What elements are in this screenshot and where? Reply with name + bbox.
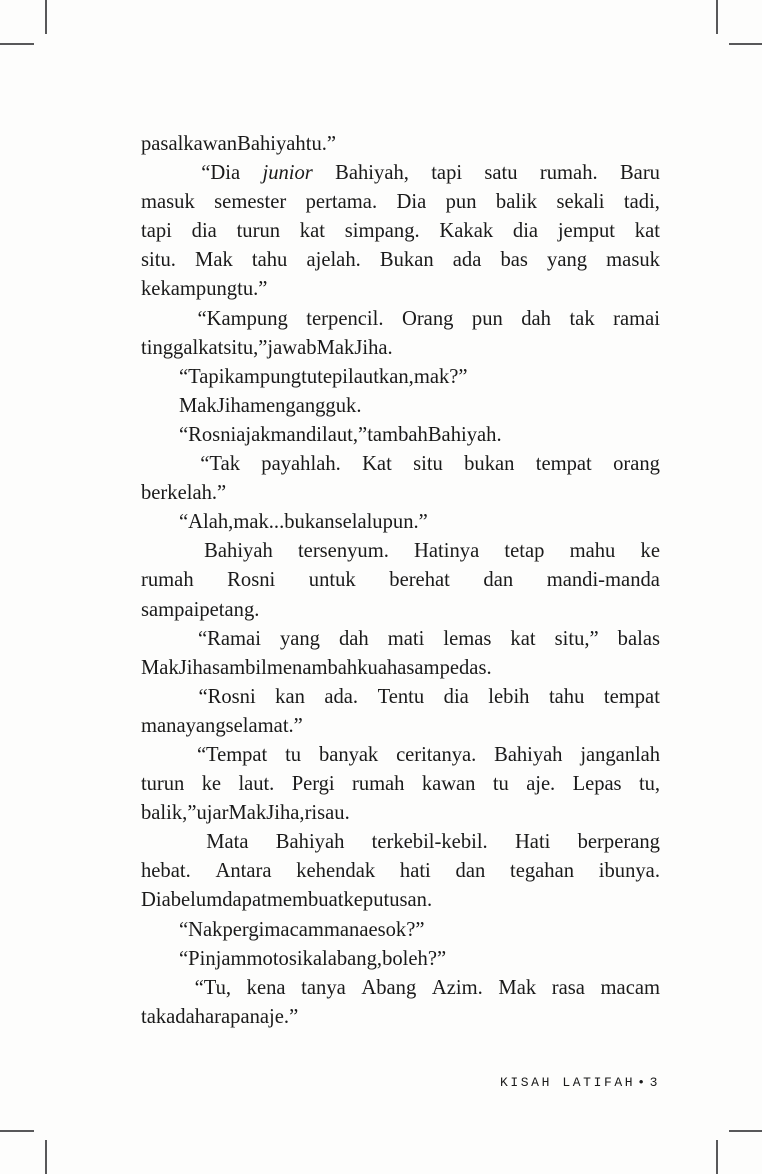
- word: ke: [640, 540, 660, 563]
- word: kat: [299, 220, 325, 243]
- page-number: 3: [649, 1075, 660, 1090]
- word: aje.: [526, 773, 556, 796]
- word: Kat: [362, 453, 392, 476]
- word: “Rosni: [179, 423, 237, 446]
- word: Kakak: [439, 220, 494, 243]
- word: ke: [201, 773, 222, 796]
- word: tak: [141, 1005, 167, 1028]
- text-line: [141, 540, 660, 569]
- word: pun: [471, 307, 503, 330]
- text-line: [141, 773, 660, 802]
- word: mandi-manda: [546, 569, 660, 592]
- text-line: [141, 162, 660, 191]
- word: selamat.”: [225, 714, 303, 737]
- word: abang,: [327, 947, 383, 970]
- word: “Kampung: [197, 307, 288, 330]
- text-line: [141, 424, 660, 453]
- crop-mark-top-right-vertical: [716, 0, 718, 34]
- word: Baru: [619, 162, 660, 185]
- word: esok?”: [368, 918, 425, 941]
- word: Hatinya: [414, 540, 480, 563]
- word: tinggal: [141, 336, 199, 359]
- word: “Rosni: [198, 685, 256, 708]
- word: Dia: [141, 889, 171, 912]
- word: simpang.: [344, 220, 420, 243]
- word: Tentu: [377, 685, 425, 708]
- paragraph: [141, 540, 660, 627]
- word: Bahiyah.: [427, 423, 502, 446]
- word: berkelah.”: [141, 482, 227, 505]
- word: “Alah,: [179, 511, 234, 534]
- word: aje.”: [259, 1005, 299, 1028]
- word: jawab: [267, 336, 317, 359]
- paragraph: [141, 831, 660, 918]
- word: mak...: [233, 511, 285, 534]
- text-line: [141, 977, 660, 1006]
- word: rumah: [141, 569, 194, 592]
- word: kan: [275, 685, 305, 708]
- text-line: [141, 453, 660, 482]
- word: Lepas: [572, 773, 622, 796]
- word: dia: [512, 220, 539, 243]
- word: kat: [634, 220, 660, 243]
- text-line: [141, 220, 660, 249]
- word: payahlah.: [261, 453, 341, 476]
- word: dia: [443, 685, 469, 708]
- word: Jiha,: [266, 802, 305, 825]
- paragraph: [141, 308, 660, 366]
- text-line: [141, 337, 660, 366]
- paragraph: [141, 686, 660, 744]
- word: macam: [264, 918, 324, 941]
- word: Bahiyah: [204, 540, 273, 563]
- word: “Tu,: [194, 976, 232, 999]
- text-line: [141, 278, 660, 307]
- crop-mark-bottom-right-vertical: [716, 1140, 718, 1174]
- word: balik: [495, 191, 538, 214]
- text-line: [141, 599, 660, 628]
- word: ada: [452, 249, 482, 272]
- word: Mak: [228, 802, 267, 825]
- word: sampai: [141, 598, 200, 621]
- word: Mak: [498, 976, 537, 999]
- word: tapi: [431, 162, 463, 185]
- word: untuk: [308, 569, 356, 592]
- paragraph: [141, 366, 660, 395]
- word: bukan: [464, 453, 515, 476]
- word: ada: [166, 1005, 195, 1028]
- word: tempat: [535, 453, 592, 476]
- word: rumah.: [539, 162, 598, 185]
- word: Bukan: [379, 249, 434, 272]
- paragraph: [141, 511, 660, 540]
- word-italic: junior: [262, 162, 313, 185]
- word: ujar: [196, 802, 229, 825]
- word: kawan: [421, 773, 476, 796]
- word: yang: [185, 714, 226, 737]
- word: bukan: [284, 511, 335, 534]
- word: tadi,: [623, 191, 660, 214]
- word: tepi: [317, 365, 349, 388]
- word: semester: [214, 191, 287, 214]
- word: motosikal: [246, 947, 328, 970]
- word: dah: [338, 627, 369, 650]
- text-line: [141, 831, 660, 860]
- word: “Tempat: [196, 743, 268, 766]
- word: macam: [600, 976, 660, 999]
- word: dan: [455, 860, 486, 883]
- word: “Pinjam: [179, 947, 247, 970]
- text-line: [141, 133, 660, 162]
- body-text-column: [141, 133, 660, 1035]
- word: tetap: [504, 540, 545, 563]
- word: Rosni: [227, 569, 276, 592]
- word: Antara: [215, 860, 272, 883]
- word: orang: [613, 453, 660, 476]
- word: mengangguk.: [249, 394, 362, 417]
- word: Azim.: [431, 976, 483, 999]
- word: “Ramai: [198, 627, 261, 650]
- word: satu: [484, 162, 518, 185]
- text-line: [141, 657, 660, 686]
- word: balas: [617, 627, 660, 650]
- word: selalu: [334, 511, 383, 534]
- crop-mark-top-left-vertical: [45, 0, 47, 34]
- text-line: [141, 511, 660, 540]
- word: dah: [521, 307, 551, 330]
- word: Mak: [179, 394, 217, 417]
- word: lebih: [488, 685, 530, 708]
- word: mandi: [270, 423, 323, 446]
- word: pedas.: [439, 656, 492, 679]
- word: pasal: [141, 133, 184, 155]
- word: Dia: [396, 191, 427, 214]
- word: Mak: [141, 656, 179, 679]
- text-line: [141, 1006, 660, 1035]
- word: tu.”: [305, 133, 337, 155]
- word: Bahiyah: [494, 743, 563, 766]
- word: hebat.: [141, 860, 191, 883]
- word: boleh?”: [382, 947, 447, 970]
- text-line: [141, 948, 660, 977]
- word: bas: [500, 249, 528, 272]
- word: mahu: [569, 540, 616, 563]
- word: tahu: [251, 249, 288, 272]
- paragraph: [141, 977, 660, 1035]
- word: Mata: [206, 831, 249, 854]
- word: tegahan: [509, 860, 575, 883]
- word: ajak: [236, 423, 271, 446]
- text-line: [141, 802, 660, 831]
- word: Orang: [401, 307, 454, 330]
- word: balik,”: [141, 802, 197, 825]
- word: dan: [483, 569, 514, 592]
- word: mati: [387, 627, 425, 650]
- word: tu: [492, 773, 509, 796]
- word: turun: [236, 220, 281, 243]
- word: ke: [141, 278, 161, 301]
- word: Bahiyah: [275, 831, 345, 854]
- word: kampung: [224, 365, 302, 388]
- word: ajelah.: [306, 249, 361, 272]
- word: tersenyum.: [297, 540, 389, 563]
- word: tu: [285, 743, 302, 766]
- text-line: [141, 191, 660, 220]
- text-line: [141, 249, 660, 278]
- word: “Tapi: [179, 365, 225, 388]
- text-line: [141, 744, 660, 773]
- page-footer: [141, 1075, 660, 1090]
- word: tapi: [141, 220, 172, 243]
- word: “Tak: [200, 453, 241, 476]
- text-line: [141, 308, 660, 337]
- word: kuah: [357, 656, 398, 679]
- word: menambah: [266, 656, 358, 679]
- word: tu,: [638, 773, 660, 796]
- word: Jiha: [216, 394, 250, 417]
- word: risau.: [304, 802, 350, 825]
- word: Hati: [514, 831, 551, 854]
- word: situ: [413, 453, 443, 476]
- text-line: [141, 860, 660, 889]
- word: lemas: [443, 627, 492, 650]
- word: tempat: [603, 685, 660, 708]
- word: terkebil-kebil.: [371, 831, 488, 854]
- word: Jiha: [178, 656, 212, 679]
- paragraph: [141, 453, 660, 511]
- text-line: [141, 482, 660, 511]
- word: kawan: [183, 133, 238, 155]
- crop-mark-top-left-horizontal: [0, 43, 34, 45]
- word: kampung: [160, 278, 238, 301]
- word: rumah: [352, 773, 405, 796]
- word: pertama.: [305, 191, 378, 214]
- text-line: [141, 889, 660, 918]
- paragraph: [141, 424, 660, 453]
- word: tak: [569, 307, 595, 330]
- word: pergi: [222, 918, 265, 941]
- word: masuk: [606, 249, 660, 272]
- paragraph: [141, 162, 660, 307]
- word: ibunya.: [598, 860, 660, 883]
- text-line: [141, 715, 660, 744]
- word: mana: [141, 714, 186, 737]
- word: laut: [348, 365, 379, 388]
- word: terpencil.: [306, 307, 384, 330]
- word: jemput: [557, 220, 616, 243]
- word: Mak: [195, 249, 233, 272]
- text-line: [141, 366, 660, 395]
- word: harapan: [194, 1005, 260, 1028]
- word: keputusan.: [343, 889, 433, 912]
- word: belum: [170, 889, 223, 912]
- footer-separator-bullet: •: [637, 1075, 648, 1090]
- word: laut.: [238, 773, 275, 796]
- crop-mark-bottom-right-horizontal: [729, 1130, 762, 1132]
- text-line: [141, 628, 660, 657]
- word: kena: [246, 976, 286, 999]
- word: yang: [547, 249, 588, 272]
- paragraph: [141, 395, 660, 424]
- word: kat: [510, 627, 536, 650]
- word: Pergi: [291, 773, 335, 796]
- word: kan,: [378, 365, 414, 388]
- word: ramai: [613, 307, 660, 330]
- word: Bahiyah,: [335, 162, 409, 185]
- text-line: [141, 569, 660, 598]
- word: petang.: [199, 598, 260, 621]
- crop-mark-top-right-horizontal: [729, 43, 762, 45]
- word: Mak: [316, 336, 355, 359]
- word: hati: [399, 860, 431, 883]
- paragraph: [141, 744, 660, 831]
- word: rasa: [551, 976, 585, 999]
- word: tu: [301, 365, 318, 388]
- word: turun: [141, 773, 185, 796]
- crop-mark-bottom-left-horizontal: [0, 1130, 34, 1132]
- word: Bahiyah: [237, 133, 306, 155]
- word: situ.: [141, 249, 176, 272]
- word: laut,”: [322, 423, 368, 446]
- word: tambah: [367, 423, 428, 446]
- word: kehendak: [296, 860, 376, 883]
- word: pun.”: [382, 511, 428, 534]
- word: dapat: [222, 889, 267, 912]
- running-head: KISAH LATIFAH: [499, 1075, 636, 1090]
- word: mana: [323, 918, 369, 941]
- word: tu.”: [237, 278, 268, 301]
- word: kat: [198, 336, 224, 359]
- word: membuat: [266, 889, 344, 912]
- word: mak?”: [413, 365, 468, 388]
- word: situ,”: [554, 627, 599, 650]
- word: tahu: [548, 685, 585, 708]
- paragraph: [141, 919, 660, 948]
- word: Abang: [361, 976, 417, 999]
- word: banyak: [318, 743, 379, 766]
- word: pun: [445, 191, 477, 214]
- crop-mark-bottom-left-vertical: [45, 1140, 47, 1174]
- word: “Nak: [179, 918, 223, 941]
- paragraph: [141, 133, 660, 162]
- word: dia: [191, 220, 217, 243]
- word: sekali: [556, 191, 605, 214]
- text-line: [141, 395, 660, 424]
- word: berperang: [577, 831, 660, 854]
- word: situ,”: [223, 336, 268, 359]
- word: tanya: [301, 976, 346, 999]
- word: “Dia: [201, 162, 241, 185]
- word: janganlah: [580, 743, 660, 766]
- paragraph: [141, 628, 660, 686]
- word: yang: [279, 627, 320, 650]
- text-line: [141, 919, 660, 948]
- word: Jiha.: [354, 336, 393, 359]
- paragraph: [141, 948, 660, 977]
- word: ceritanya.: [396, 743, 477, 766]
- text-line: [141, 686, 660, 715]
- word: berehat: [389, 569, 450, 592]
- word: masuk: [141, 191, 195, 214]
- word: asam: [397, 656, 440, 679]
- word: ada.: [324, 685, 359, 708]
- word: sambil: [211, 656, 267, 679]
